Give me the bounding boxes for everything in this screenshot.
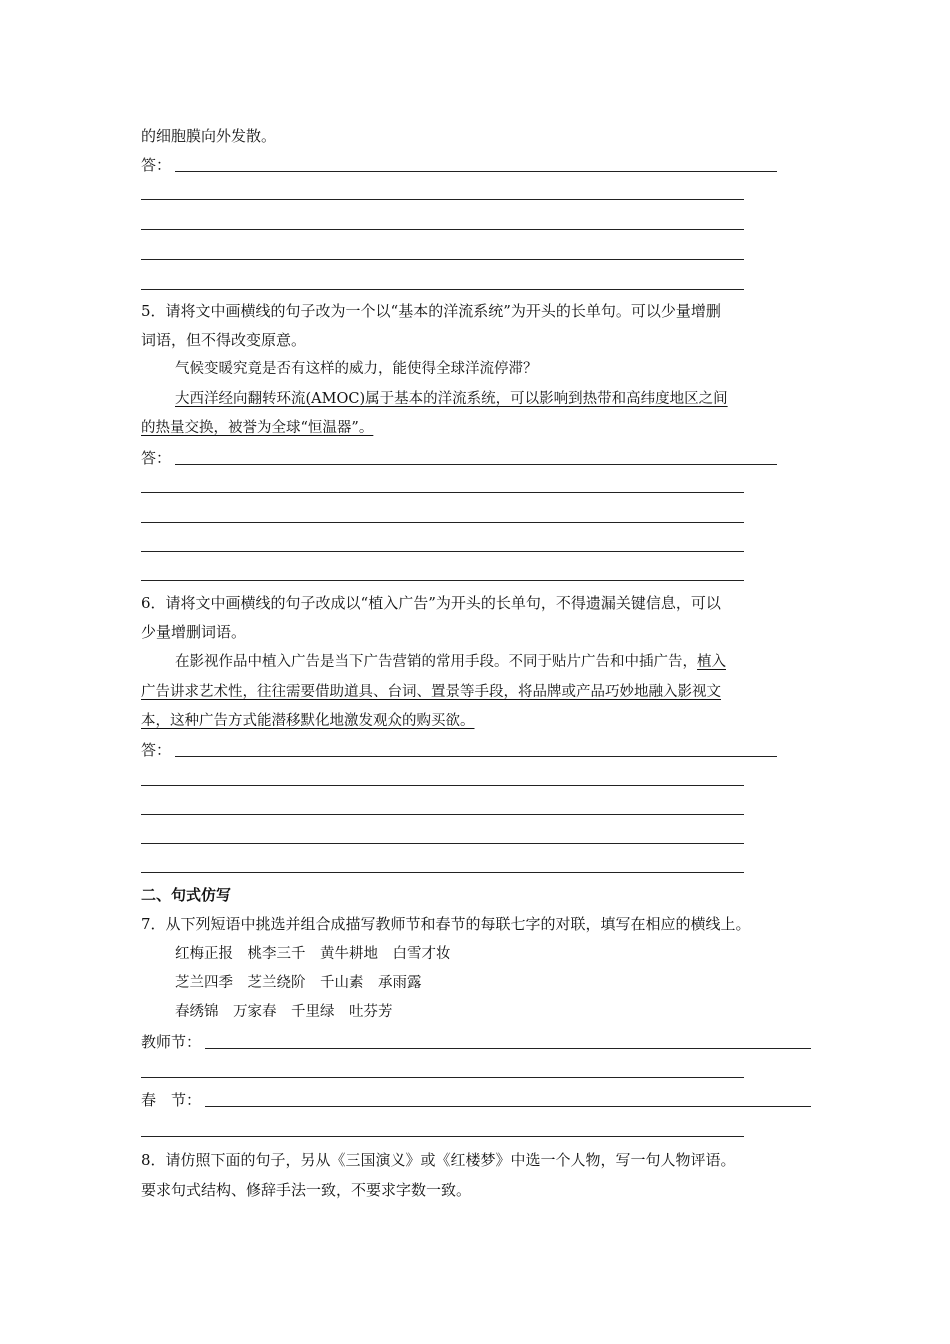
q7-prompt: 7．从下列短语中挑选并组合成描写教师节和春节的每联七字的对联，填写在相应的横线上。 <box>141 915 751 933</box>
teacher-day-label: 教师节： <box>141 1033 202 1051</box>
q6-quote-underlined-line2: 广告讲求艺术性，往往需要借助道具、台词、置景等手段，将品牌或产品巧妙地融入影视文 <box>141 684 721 700</box>
q5-quote-underlined-line2: 的热量交换，被誉为全球“恒温器”。 <box>141 420 374 436</box>
q7-phrases-row1: 红梅正报 桃李三千 黄牛耕地 白雪才妆 <box>175 946 451 962</box>
q7-phrases-row2: 芝兰四季 芝兰绕阶 千山素 承雨露 <box>175 975 422 991</box>
answer-line[interactable] <box>141 289 744 290</box>
spring-festival-answer-line[interactable] <box>141 1136 744 1137</box>
answer-line[interactable] <box>175 756 777 757</box>
answer-line[interactable] <box>141 522 744 523</box>
q7-phrases-row3: 春绣锦 万家春 千里绿 吐芬芳 <box>175 1004 393 1020</box>
teacher-day-answer-line[interactable] <box>205 1048 811 1049</box>
q6-quote-underlined-start: 植入 <box>697 654 726 670</box>
answer-line[interactable] <box>141 199 744 200</box>
q5-prompt-line1: 5．请将文中画横线的句子改为一个以“基本的洋流系统”为开头的长单句。可以少量增删 <box>141 302 721 320</box>
q8-prompt-line2: 要求句式结构、修辞手法一致，不要求字数一致。 <box>141 1181 472 1199</box>
answer-label: 答： <box>141 449 172 467</box>
answer-line[interactable] <box>141 814 744 815</box>
section-heading: 二、句式仿写 <box>141 886 232 904</box>
q5-quote-line1: 气候变暖究竟是否有这样的威力，能使得全球洋流停滞？ <box>175 361 538 377</box>
q6-quote-plain: 在影视作品中植入广告是当下广告营销的常用手段。不同于贴片广告和中插广告， <box>175 654 697 670</box>
answer-line[interactable] <box>141 551 744 552</box>
q6-prompt-line2: 少量增删词语。 <box>141 623 247 641</box>
answer-line[interactable] <box>175 171 777 172</box>
teacher-day-answer-line[interactable] <box>141 1077 744 1078</box>
q5-quote-underlined-line1: 大西洋经向翻转环流(AMOC)属于基本的洋流系统，可以影响到热带和高纬度地区之间 <box>175 391 728 407</box>
q6-quote-line1 <box>175 652 726 672</box>
spring-festival-label: 春 节： <box>141 1091 202 1109</box>
spring-festival-answer-line[interactable] <box>205 1106 811 1107</box>
answer-line[interactable] <box>141 580 744 581</box>
q5-prompt-line2: 词语，但不得改变原意。 <box>141 331 307 349</box>
answer-line[interactable] <box>141 872 744 873</box>
answer-label: 答： <box>141 156 172 174</box>
answer-line[interactable] <box>175 464 777 465</box>
q6-quote-underlined-line3: 本，这种广告方式能潜移默化地激发观众的购买欲。 <box>141 713 475 729</box>
answer-line[interactable] <box>141 785 744 786</box>
answer-line[interactable] <box>141 492 744 493</box>
continued-text: 的细胞膜向外发散。 <box>141 127 277 145</box>
answer-label: 答： <box>141 741 172 759</box>
answer-line[interactable] <box>141 259 744 260</box>
q8-prompt-line1: 8．请仿照下面的句子，另从《三国演义》或《红楼梦》中选一个人物，写一句人物评语。 <box>141 1151 736 1169</box>
answer-line[interactable] <box>141 229 744 230</box>
q6-prompt-line1: 6．请将文中画横线的句子改成以“植入广告”为开头的长单句，不得遗漏关键信息，可以 <box>141 594 721 612</box>
answer-line[interactable] <box>141 843 744 844</box>
